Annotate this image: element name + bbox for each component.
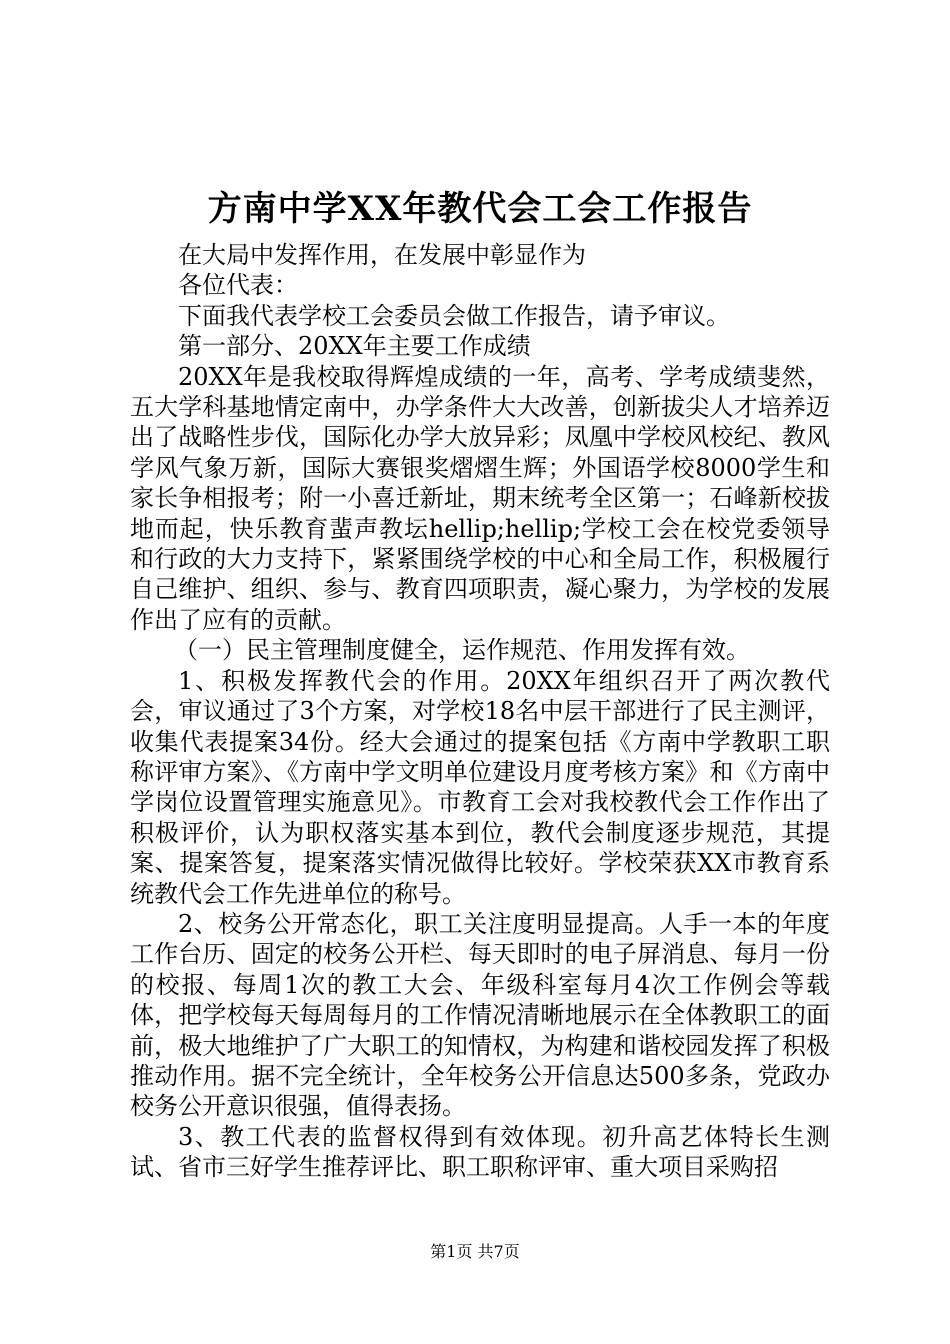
- body-paragraph: 3、教工代表的监督权得到有效体现。初升高艺体特长生测试、省市三好学生推荐评比、职工职称评审、重大项目采购招: [130, 1122, 830, 1182]
- salutation-paragraph: 各位代表：: [178, 271, 298, 300]
- intro-paragraph: 下面我代表学校工会委员会做工作报告，请予审议。: [178, 301, 730, 330]
- section-heading: 第一部分、20XX年主要工作成绩: [178, 332, 531, 361]
- body-paragraph: 2、校务公开常态化，职工关注度明显提高。人手一本的年度工作台历、固定的校务公开栏、每天即时的电子屏消息、每月一份的校报、每周1次的教工大会、年级科室每月4次工作例会等载体，把学校每天每周每月的工作情况清晰地展示在全体教职工的面前，极大地维护了广大职工的知情权，为构建和谐校园发挥了积极推动作用。据不完全统计，全年校务公开信息达500多条，党政办校务公开意识很强，值得表扬。: [130, 909, 830, 1121]
- document-page: [130, 182, 830, 1183]
- body-paragraph: 1、积极发挥教代会的作用。20XX年组织召开了两次教代会，审议通过了3个方案，对学校18名中层干部进行了民主测评，收集代表提案34份。经大会通过的提案包括《方南中学教职工职称评审方案》、《方南中学文明单位建设月度考核方案》和《方南中学岗位设置管理实施意见》。市教育工会对我校教代会工作作出了积极评价，认为职权落实基本到位，教代会制度逐步规范，其提案、提案答复，提案落实情况做得比较好。学校荣获XX市教育系统教代会工作先进单位的称号。: [130, 666, 830, 908]
- subsection-heading: （一）民主管理制度健全，运作规范、作用发挥有效。: [174, 636, 750, 665]
- page-number-footer: 第1页 共7页: [430, 1242, 520, 1261]
- body-paragraph: 20XX年是我校取得辉煌成绩的一年，高考、学考成绩斐然，五大学科基地情定南中，办学条件大大改善，创新拔尖人才培养迈出了战略性步伐，国际化办学大放异彩；凤凰中学校风校纪、教风学风气象万新，国际大赛银奖熠熠生辉；外国语学校8000学生和家长争相报考；附一小喜迁新址，期末统考全区第一；石峰新校拔地而起，快乐教育蜚声教坛hellip;hellip;学校工会在校党委领导和行政的大力支持下，紧紧围绕学校的中心和全局工作，积极履行自己维护、组织、参与、教育四项职责，凝心聚力，为学校的发展作出了应有的贡献。: [130, 362, 830, 634]
- subtitle-paragraph: 在大局中发挥作用，在发展中彰显作为: [178, 241, 586, 269]
- document-title: 方南中学XX年教代会工会工作报告: [207, 189, 753, 229]
